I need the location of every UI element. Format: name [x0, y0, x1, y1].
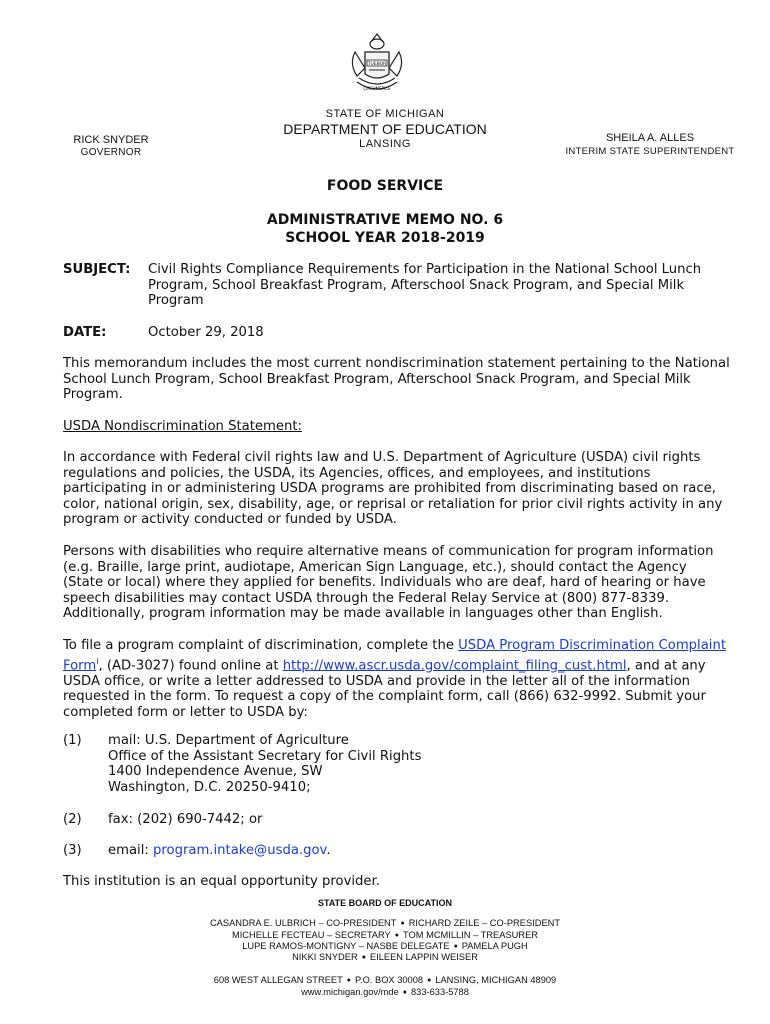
paragraph-line: Additionally, program information may be made available in languages other than English. [63, 606, 663, 622]
list-item-line: Washington, D.C. 20250-9410; [108, 779, 311, 795]
complaint-form-link-continued[interactable]: Form [63, 657, 97, 673]
intro-paragraph [63, 356, 743, 403]
board-members-line: CASANDRA E. ULBRICH – CO-PRESIDENT ● RICHARD ZEILE – CO-PRESIDENT [209, 918, 561, 928]
memo-heading: FOOD SERVICE [326, 178, 444, 194]
subject-line: Program, School Breakfast Program, Afterschool Snack Program, and Special Milk [148, 277, 685, 293]
bullet-separator: ● [427, 977, 432, 984]
intro-line: School Lunch Program, School Breakfast Program, Afterschool Snack Program, and Special Milk [63, 371, 691, 387]
paragraph-line: participating in or administering USDA programs are prohibited from discriminating based on race, [63, 481, 716, 497]
bullet-separator: ● [400, 920, 405, 927]
equal-opportunity-statement: This institution is an equal opportunity provider. [63, 874, 380, 889]
seal-motto: TUEBOR [367, 62, 387, 67]
statement-heading: USDA Nondiscrimination Statement: [63, 419, 302, 434]
governor-name: RICK SNYDER [73, 134, 149, 146]
state-name: STATE OF MICHIGAN [325, 108, 445, 120]
seal-scroll-text: CIRCUMSPICE [363, 86, 391, 91]
paragraph-line: regulations and policies, the USDA, its Agencies, offices, and employees, and institutions [63, 465, 651, 481]
footnote-marker: i [96, 656, 99, 666]
board-title: STATE BOARD OF EDUCATION [318, 898, 452, 908]
paragraph-line: completed form or letter to USDA by: [63, 704, 308, 720]
paragraph-line: Persons with disabilities who require alternative means of communication for program information [63, 544, 714, 559]
bullet-separator: ● [361, 954, 366, 961]
footer-address: 608 WEST ALLEGAN STREET ● P.O. BOX 30008 ● LANSING, MICHIGAN 48909 [213, 975, 557, 985]
complaint-form-link[interactable]: USDA Program Discrimination Complaint [458, 638, 726, 653]
bullet-separator: ● [402, 989, 407, 996]
list-item-line: mail: U.S. Department of Agriculture [108, 733, 349, 748]
bullet-separator: ● [346, 977, 352, 984]
paragraph-civil-rights [63, 450, 743, 528]
paragraph-line: Form$^i$, (AD-3027) found online at http://www.ascr.usda.gov/complaint_filing_cust.html, and at any [63, 656, 706, 673]
superintendent-title: INTERIM STATE SUPERINTENDENT [565, 146, 735, 157]
memo-date: October 29, 2018 [148, 325, 264, 340]
board-members-line: MICHELLE FECTEAU – SECRETARY ● TOM MCMILLIN – TREASURER [231, 930, 538, 940]
michigan-state-seal [345, 24, 409, 100]
board-members-line: NIKKI SNYDER ● EILEEN LAPPIN WEISER [292, 952, 478, 962]
list-item-number: (1) [63, 733, 82, 748]
email-link[interactable]: program.intake@usda.gov [153, 843, 327, 858]
paragraph-line: program or activity conducted or funded by USDA. [63, 512, 397, 528]
paragraph-line: color, national origin, sex, disability, age, or reprisal or retaliation for prior civil rights activity in any [63, 496, 723, 512]
city-name: LANSING [359, 138, 411, 150]
subject-line: Program [148, 293, 204, 309]
list-item-fax: fax: (202) 690-7442; or [108, 812, 263, 827]
subject-label: SUBJECT: [63, 262, 131, 277]
list-item-mail [108, 733, 708, 795]
paragraph-line: speech disabilities may contact USDA through the Federal Relay Service at (800) 877-8339. [63, 590, 670, 606]
paragraph-disabilities [63, 544, 743, 622]
bullet-separator: ● [453, 943, 458, 950]
list-item-line: 1400 Independence Avenue, SW [108, 764, 323, 780]
board-members-line: LUPE RAMOS-MONTIGNY – NASBE DELEGATE ● PAMELA PUGH [242, 941, 528, 951]
department-name: DEPARTMENT OF EDUCATION [283, 121, 487, 137]
complaint-filing-url-link[interactable]: http://www.ascr.usda.gov/complaint_filing_cust.html [282, 657, 627, 673]
phone-text: 833-633-5788 [411, 987, 469, 997]
superintendent-name: SHEILA A. ALLES [605, 132, 695, 144]
bullet-separator: ● [394, 932, 399, 939]
school-year: SCHOOL YEAR 2018-2019 [285, 230, 485, 246]
governor-title: GOVERNOR [80, 147, 142, 158]
subject-text [148, 262, 748, 309]
paragraph-line: To file a program complaint of discrimination, complete the USDA Program Discrimination Complaint [63, 638, 726, 653]
paragraph-line: USDA office, or write a letter addressed to USDA and provide in the letter all of the information [63, 673, 691, 689]
footer-contact [0, 987, 770, 997]
intro-line: This memorandum includes the most current nondiscrimination statement pertaining to the National [63, 356, 730, 371]
list-item-line: Office of the Assistant Secretary for Civil Rights [108, 748, 422, 764]
paragraph-line: (State or local) where they applied for benefits. Individuals who are deaf, hard of hearing or have [63, 575, 706, 591]
intro-line: Program. [63, 387, 123, 403]
memo-number: ADMINISTRATIVE MEMO NO. 6 [266, 212, 504, 228]
paragraph-line: (e.g. Braille, large print, audiotape, American Sign Language, etc.), should contact the Agency [63, 559, 687, 575]
list-item-number: (3) [63, 843, 82, 858]
subject-line: Civil Rights Compliance Requirements for Participation in the National School Lunch [148, 262, 702, 277]
website-text: www.michigan.gov/mde [301, 987, 399, 997]
list-item-email: email: program.intake@usda.gov. [108, 843, 331, 858]
paragraph-line: requested in the form. To request a copy of the complaint form, call (866) 632-9992. Submit your [63, 689, 706, 705]
date-label: DATE: [63, 325, 107, 340]
list-item-number: (2) [63, 812, 82, 827]
paragraph-line: In accordance with Federal civil rights law and U.S. Department of Agriculture (USDA) civil rights [63, 450, 701, 465]
paragraph-complaint [63, 638, 743, 720]
